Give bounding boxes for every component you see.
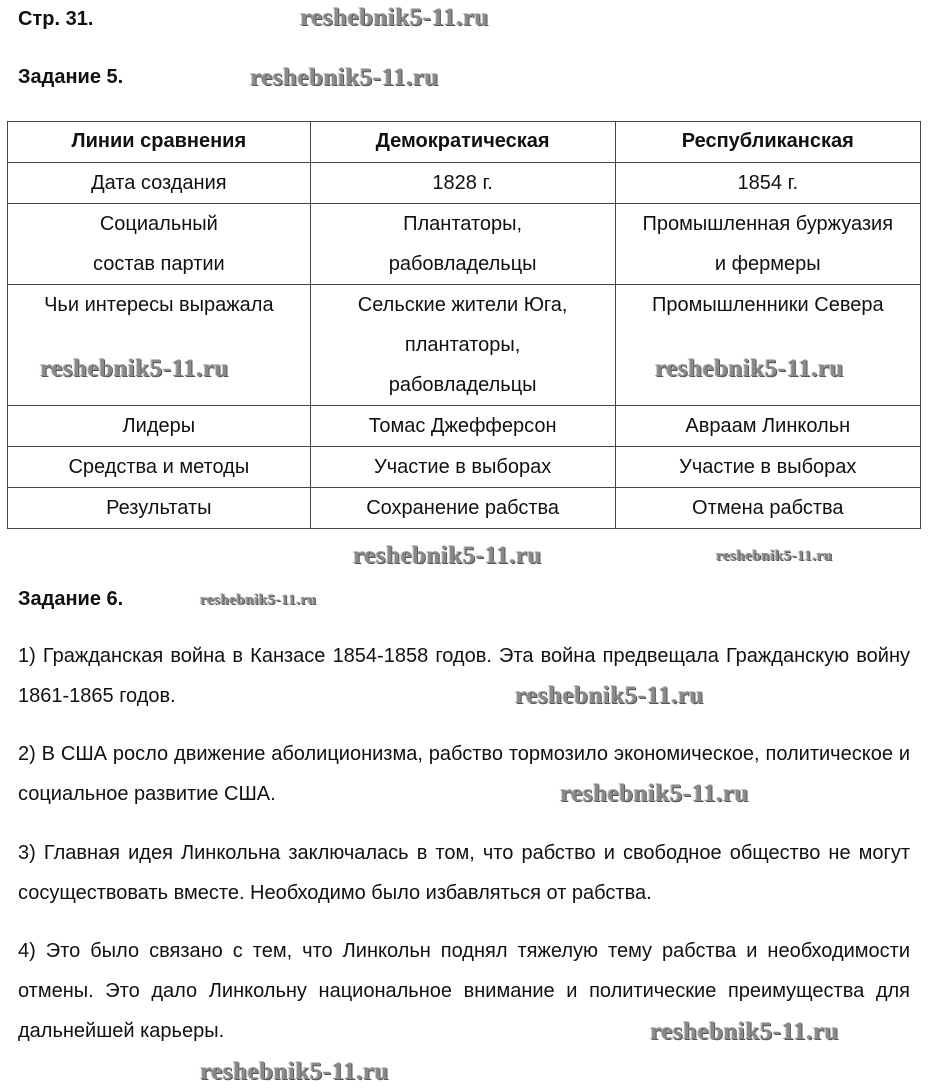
watermark: reshebnik5-11.ru (250, 64, 439, 91)
table-cell: Участие в выборах (615, 447, 920, 488)
watermark: reshebnik5-11.ru (300, 4, 489, 31)
table-cell: Социальный состав партии (8, 204, 311, 285)
answer-paragraph: 4) Это было связано с тем, что Линкольн поднял тяжелую тему рабства и необходимости отмены. Это дало Линкольну национальное внимание и политические преимущества для дальнейшей карьеры. (18, 940, 910, 1042)
table-cell: Промышленники Севера (615, 285, 920, 406)
task5-title: Задание 5. (18, 66, 124, 88)
header-cell: Линии сравнения (8, 122, 311, 163)
table-cell: Результаты (8, 488, 311, 529)
table-header-row (8, 122, 921, 163)
table-cell: 1828 г. (310, 163, 615, 204)
watermark: reshebnik5-11.ru (560, 780, 749, 807)
watermark: reshebnik5-11.ru (200, 1058, 389, 1085)
watermark: reshebnik5-11.ru (716, 548, 833, 564)
table-cell: Участие в выборах (310, 447, 615, 488)
table-cell: Дата создания (8, 163, 311, 204)
watermark: reshebnik5-11.ru (650, 1018, 839, 1045)
comparison-table (7, 121, 921, 529)
header-cell: Демократическая (310, 122, 615, 163)
answer-paragraph: 3) Главная идея Линкольна заключалась в том, что рабство и свободное общество не могут сосуществовать вместе. Необходимо было избавляться от рабства. (18, 842, 910, 904)
table-row (8, 204, 921, 285)
table-cell: Сохранение рабства (310, 488, 615, 529)
page-label: Стр. 31. (18, 8, 94, 30)
answer-paragraph: 1) Гражданская война в Канзасе 1854-1858 годов. Эта война предвещала Гражданскую войну 1861-1865 годов. (18, 645, 910, 707)
header-cell: Республиканская (615, 122, 920, 163)
table-row (8, 163, 921, 204)
table-cell: Промышленная буржуазия и фермеры (615, 204, 920, 285)
watermark: reshebnik5-11.ru (655, 355, 844, 382)
watermark: reshebnik5-11.ru (40, 355, 229, 382)
table-row (8, 285, 921, 406)
table-cell: Отмена рабства (615, 488, 920, 529)
table-cell: Авраам Линкольн (615, 406, 920, 447)
table-cell: Средства и методы (8, 447, 311, 488)
watermark: reshebnik5-11.ru (353, 542, 542, 569)
table-cell: Чьи интересы выражала (8, 285, 311, 406)
table-cell: Лидеры (8, 406, 311, 447)
watermark: reshebnik5-11.ru (200, 592, 317, 608)
table-cell: 1854 г. (615, 163, 920, 204)
table-cell: Сельские жители Юга, плантаторы, рабовладельцы (310, 285, 615, 406)
answer-paragraph: 2) В США росло движение аболиционизма, рабство тормозило экономическое, политическое и социальное развитие США. (18, 743, 910, 805)
watermark: reshebnik5-11.ru (515, 682, 704, 709)
table-row (8, 488, 921, 529)
task6-title: Задание 6. (18, 588, 124, 610)
table-row (8, 406, 921, 447)
table-cell: Плантаторы, рабовладельцы (310, 204, 615, 285)
table-row (8, 447, 921, 488)
table-cell: Томас Джефферсон (310, 406, 615, 447)
